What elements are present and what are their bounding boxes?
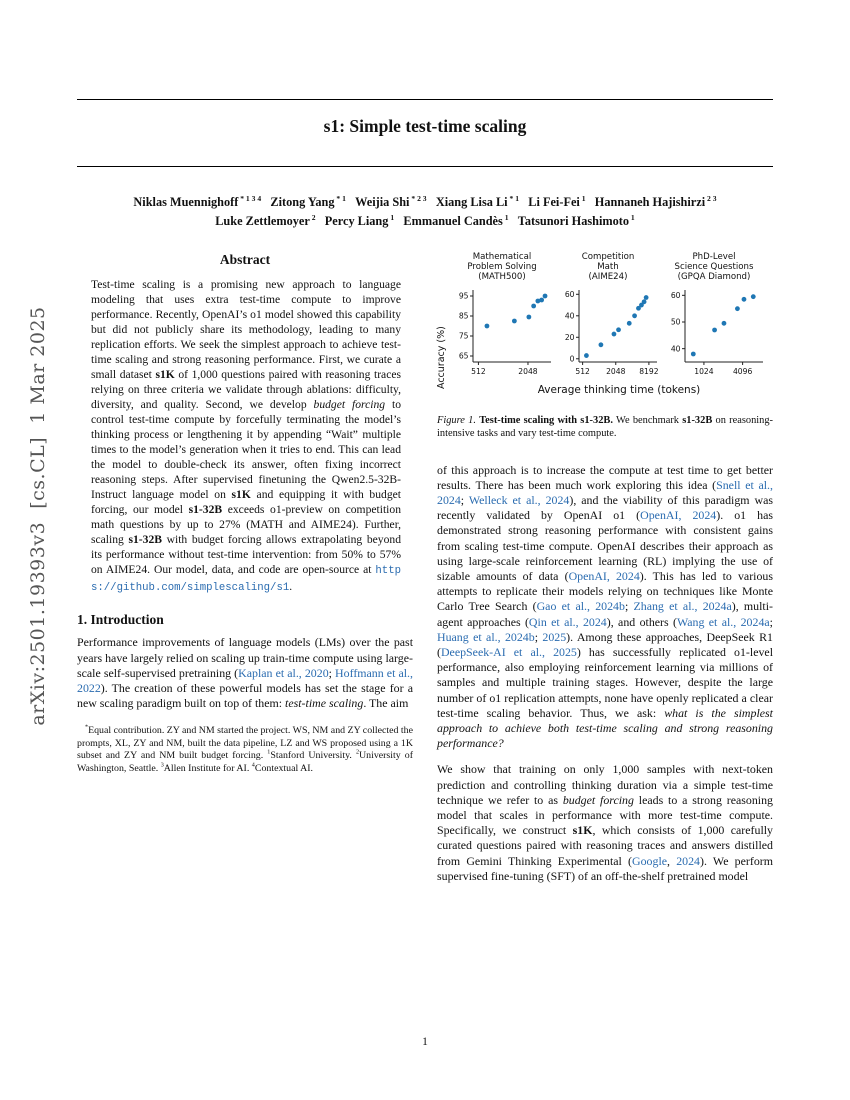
chart-plot-gpqa <box>661 284 767 381</box>
text-run <box>346 195 355 209</box>
citation-link[interactable]: Kaplan et al., 2020 <box>238 665 329 680</box>
text-run: Emmanuel Candès <box>403 214 503 228</box>
text-run: Test-time scaling with s1-32B. <box>479 415 613 427</box>
text-run: * 1 <box>507 193 520 203</box>
figure-y-axis-label: Accuracy (%) <box>436 326 447 390</box>
svg-text:4096: 4096 <box>732 367 753 376</box>
right-column-paragraph-1 <box>437 463 773 752</box>
text-run: s1-32B <box>682 415 713 427</box>
text-run: s1K <box>231 488 251 502</box>
title-rule-top <box>77 99 773 100</box>
text-run <box>586 195 595 209</box>
text-run: , <box>667 853 677 868</box>
text-run: s1K <box>572 823 593 838</box>
citation-link[interactable]: Qin et al., 2024 <box>528 614 607 629</box>
svg-text:1024: 1024 <box>694 367 714 376</box>
citation-link[interactable]: Welleck et al., 2024 <box>468 493 570 508</box>
text-run: Equal contribution. ZY and NM started the project. WS, NM and ZY collected the prompts, XL, ZY and NM, built the data pipeline, LZ and WS proposed using a 1K subset and ZY and NM built budget forcing. <box>77 725 413 762</box>
svg-text:85: 85 <box>458 311 469 321</box>
citation-link[interactable]: Wang et al., 2024a <box>676 614 770 629</box>
citation-link[interactable]: 2024 <box>676 853 700 868</box>
text-run: Allen Institute for AI. <box>163 762 252 774</box>
introduction-paragraph <box>77 635 413 711</box>
text-run: test-time scaling <box>285 696 364 711</box>
chart-title-gpqa: PhD-Level Science Questions (GPQA Diamond) <box>674 252 754 282</box>
text-run: Hannaneh Hajishirzi <box>594 195 706 209</box>
text-run: 2 <box>309 212 316 222</box>
text-run <box>427 195 436 209</box>
text-run: ). The creation of these powerful models has set the stage for a new scaling paradigm built on top of them: <box>77 681 413 711</box>
text-run: 2 <box>355 749 360 756</box>
text-run: leads to a strong reasoning model that scales in performance with more test-time compute. Specifically, we construct <box>437 792 773 838</box>
svg-text:512: 512 <box>471 367 486 376</box>
text-run: to control test-time compute by forcefully terminating the model’s thinking process or lengthening it by appending “Wait” multiple times to the model’s generation when it tries to end. This can lead the model to double-check its answer, often fixing incorrect reasoning steps. After supervised finetuning the Qwen2.5-32B-Instruct language model on <box>91 398 401 502</box>
text-run: We benchmark <box>612 415 683 427</box>
svg-text:20: 20 <box>564 332 575 342</box>
text-run: . <box>289 580 293 594</box>
svg-text:95: 95 <box>458 291 469 301</box>
text-run: of 1,000 questions paired with reasoning traces relying on three criteria we validate through ablations: difficulty, diversity, and quality. Second, we develop <box>91 368 401 412</box>
page-number: 1 <box>422 1036 428 1048</box>
text-run: budget forcing <box>562 792 634 807</box>
text-run <box>261 195 270 209</box>
text-run: Zitong Yang <box>270 195 335 209</box>
svg-text:2048: 2048 <box>606 367 626 376</box>
text-run: * 1 3 4 <box>238 193 262 203</box>
text-run: , which consists of 1,000 carefully curated questions paired with reasoning traces and answers distilled from Gemini Thinking Experimental ( <box>437 823 774 868</box>
chart-aime24 <box>555 252 661 381</box>
text-run: s1-32B <box>188 503 223 517</box>
author-block <box>55 193 795 231</box>
text-run: ; <box>328 665 336 680</box>
svg-text:40: 40 <box>564 311 575 321</box>
chart-plot-math500 <box>449 284 555 381</box>
title-rule-bottom <box>77 166 773 167</box>
text-run: ; <box>769 614 773 629</box>
citation-link[interactable]: DeepSeek-AI et al., 2025 <box>440 645 577 660</box>
citation-link[interactable]: OpenAI, 2024 <box>640 508 717 523</box>
citation-link[interactable]: Google <box>632 853 668 868</box>
text-run: ), and others ( <box>606 614 677 629</box>
abstract-heading: Abstract <box>219 252 271 267</box>
arxiv-watermark: arXiv:2501.19393v3 [cs.CL] 1 Mar 2025 <box>27 306 49 726</box>
text-run: with budget forcing allows extrapolating beyond its performance without test-time intervention: from 50% to 57% on AIME24. Our model, data, and code are open-source at <box>91 533 401 577</box>
svg-text:0: 0 <box>569 354 575 364</box>
svg-text:2048: 2048 <box>518 367 538 376</box>
text-run <box>316 214 325 228</box>
chart-gpqa <box>661 252 767 381</box>
section-1-introduction-heading: 1. Introduction <box>77 612 164 628</box>
citation-link[interactable]: Hoffmann et al., 2022 <box>77 665 413 696</box>
svg-text:50: 50 <box>670 317 681 327</box>
figure-1-caption <box>437 414 773 440</box>
text-run: ; <box>624 599 634 614</box>
text-run: We show that training on only 1,000 samples with next-token prediction and controlling thinking duration via a simple test-time technique we refer to as <box>437 762 773 807</box>
abstract-text <box>91 277 401 596</box>
text-run: ), multi-agent approaches ( <box>437 599 773 629</box>
text-run: ). Among these approaches, DeepSeek R1 ( <box>437 629 774 660</box>
text-run: exceeds o1-preview on competition math questions by up to 27% (MATH and AIME24). Further, scaling <box>91 503 401 547</box>
figure-charts <box>449 252 773 381</box>
text-run <box>509 214 518 228</box>
svg-text:60: 60 <box>564 289 575 299</box>
chart-plot-aime24 <box>555 284 661 381</box>
text-run: and equipping it with budget forcing, our model <box>91 488 401 517</box>
text-run: 1 <box>629 212 635 222</box>
left-column <box>77 250 413 775</box>
citation-link[interactable]: 2025 <box>542 629 567 644</box>
text-run: ; <box>460 493 469 508</box>
text-run: s1K <box>155 368 175 382</box>
text-run: * 2 3 <box>409 193 427 203</box>
text-run: . The aim <box>363 696 409 711</box>
text-run: budget forcing <box>313 398 386 412</box>
author-line-2 <box>55 212 795 231</box>
text-run: Stanford University. <box>270 750 356 762</box>
text-run: of this approach is to increase the compute at test time to get better results. There has been much work exploring this idea ( <box>437 462 773 492</box>
text-run: Contextual AI. <box>254 762 314 774</box>
figure-body-gap <box>437 441 773 463</box>
author-line-1 <box>55 193 795 212</box>
chart-math500 <box>449 252 555 381</box>
text-run: Test-time scaling is a promising new approach to language modeling that uses extra test-time compute to improve performance. Recently, OpenAI’s o1 model showed this capability but did not publicly share its methodology, leading to many replication efforts. We seek the simplest approach to achieve test-time scaling and strong reasoning performance. First, we curate a small dataset <box>91 278 401 382</box>
text-run: ). o1 has demonstrated strong reasoning performance with consistent gains from scaling test-time compute. OpenAI describes their approach as using large-scale reinforcement learning (RL) implying the use of sizable amounts of data ( <box>437 508 774 584</box>
svg-text:40: 40 <box>670 344 681 354</box>
text-run: * 1 <box>334 193 346 203</box>
text-run: 1 <box>579 193 586 203</box>
right-column-paragraph-2 <box>437 762 773 884</box>
text-run: s1-32B <box>128 533 162 547</box>
text-run: what is the simplest approach to achieve both test-time scaling and strong reasoning performance? <box>437 705 773 751</box>
text-run: University of Washington, Seattle. <box>77 750 413 774</box>
svg-text:60: 60 <box>670 290 681 300</box>
text-run: 2 3 <box>705 193 717 203</box>
text-run: Li Fei-Fei <box>528 195 580 209</box>
svg-text:65: 65 <box>458 351 469 361</box>
text-run: Percy Liang <box>324 214 389 228</box>
citation-link[interactable]: Zhang et al., 2024a <box>633 599 732 614</box>
paper-title: s1: Simple test-time scaling <box>323 116 527 136</box>
url-link[interactable]: https://github.com/simplescaling/s1 <box>91 565 401 595</box>
text-run: * <box>85 725 89 732</box>
text-run: Performance improvements of language models (LMs) over the past years have largely relied on scaling up train-time compute using large-scale self-supervised pretraining ( <box>77 635 413 680</box>
chart-title-math500: Mathematical Problem Solving (MATH500) <box>467 252 537 282</box>
text-run: Weijia Shi <box>355 195 410 209</box>
figure-1 <box>437 252 773 398</box>
citation-link[interactable]: Gao et al., 2024b <box>536 599 625 614</box>
text-run: Luke Zettlemoyer <box>215 214 310 228</box>
svg-text:512: 512 <box>575 367 590 376</box>
citation-link[interactable]: Huang et al., 2024b <box>437 629 535 644</box>
text-run: 1 <box>267 749 271 756</box>
text-run: Tatsunori Hashimoto <box>517 214 630 228</box>
text-run: ) has successfully replicated o1-level performance, also employing reinforcement learning via millions of samples and multiple training stages. However, despite the large number of o1 replication attempts, none have openly replicated a clear test-time scaling behavior. Thus, we ask: <box>437 645 773 720</box>
text-run: 4 <box>251 762 255 769</box>
footnote-text <box>77 725 413 775</box>
chart-title-aime24: Competition Math (AIME24) <box>581 252 635 282</box>
figure-x-axis-label: Average thinking time (tokens) <box>537 384 701 396</box>
right-column <box>437 250 773 884</box>
text-run: Figure 1. <box>437 415 480 427</box>
svg-text:75: 75 <box>458 331 469 341</box>
citation-link[interactable]: Snell et al., 2024 <box>437 477 773 508</box>
text-run: 1 <box>502 212 509 222</box>
text-run <box>394 214 403 228</box>
text-run: ; <box>534 629 543 644</box>
text-run: ), and the viability of this paradigm was recently validated by OpenAI o1 ( <box>437 493 773 523</box>
text-run: 1 <box>388 212 395 222</box>
text-run: Niklas Muennighoff <box>133 195 239 209</box>
svg-text:8192: 8192 <box>639 367 659 376</box>
text-run: on reasoning-intensive tasks and vary test-time compute. <box>437 415 773 440</box>
text-run: 3 <box>160 762 164 769</box>
text-run: ). We perform supervised fine-tuning (SFT) of an off-the-shelf pretrained model <box>437 853 773 883</box>
text-run: Xiang Lisa Li <box>435 195 508 209</box>
citation-link[interactable]: OpenAI, 2024 <box>568 569 640 584</box>
text-run <box>519 195 528 209</box>
text-run: ). This has led to various attempts to replicate their models relying on techniques like Monte Carlo Tree Search ( <box>437 569 773 614</box>
